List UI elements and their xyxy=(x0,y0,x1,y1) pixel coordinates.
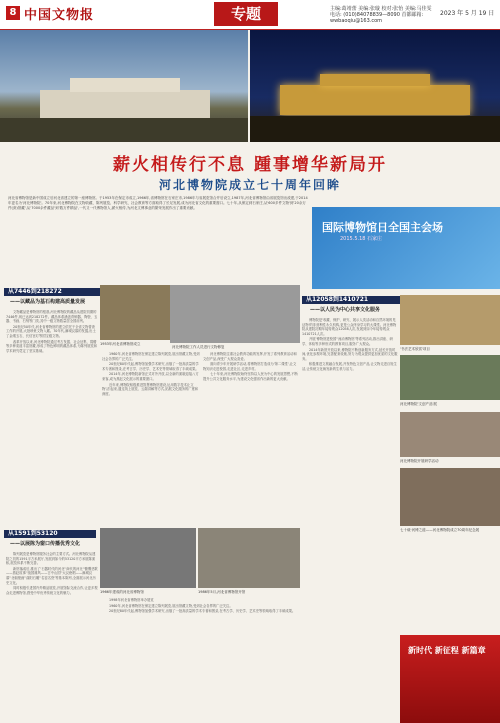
caption-1: 1953年河北省博物馆成立 xyxy=(100,342,141,346)
paragraph: 开展'博物馆进校园''流动博物馆'等系列活动,推出讲座、研学、体验等多种形式的教育项目,服务广大观众。 xyxy=(302,337,393,346)
subhead-1: ——以藏品为基石构建高质量发展 xyxy=(10,299,86,305)
photo-calligraphy xyxy=(400,295,500,345)
lit-roof xyxy=(320,74,430,86)
photo-study-tour xyxy=(400,412,500,457)
editor-info xyxy=(330,6,450,24)
photo-restoration xyxy=(170,285,300,343)
caption-6: 河北博物院'文创产品'展 xyxy=(400,402,437,406)
stripe-text: 从12058到1410721 xyxy=(306,296,369,303)
caption-5: '书法艺术欣赏'项目 xyxy=(400,347,430,351)
paragraph: 同时积极引进国内外精品展览,开展馆际交流合作,让更多观众走进博物馆,感受中华优秀传统文化的魅力。 xyxy=(6,586,98,595)
subhead-3: ——以人民为中心共享文化服务 xyxy=(310,307,381,313)
section-stripe-1 xyxy=(4,288,100,296)
paragraph: 2014年,河北博物院新馆正式对外开放,以全新的面貌迎接八方来客,成为燕赵文化展示的重要窗口。 xyxy=(102,372,199,381)
paragraph: 改革开放以来,河北博物院通过考古发掘、社会征集、捐赠等多种渠道丰富馆藏,形成了特色鲜明的藏品体系,为陈列展览和学术研究奠定了坚实基础。 xyxy=(6,339,98,353)
headline-sub: 河北博物院成立七十周年回眸 xyxy=(158,178,341,192)
paragraph: 20世纪80年代起,博物馆加强学术研究,出版了一批高质量的学术专著和图录,在考古学、历史学、艺术史等领域取得了丰硕成果。 xyxy=(109,609,296,614)
museum-day-banner xyxy=(312,207,500,289)
column-2-text xyxy=(102,352,200,527)
paragraph: 积极推进文旅融合发展,开发特色文创产品,让文物走进百姓生活,让传统文化焕发新的生机与活力。 xyxy=(302,362,397,371)
editor-line: 主编:葛靖蕾 美编:张璇 校对:张怡 美编:马佳雯 xyxy=(330,6,432,12)
paragraph: 陈列展览是博物馆服务社会的主要方式。河北博物院从建院之初的1591平方米展厅,发展到如今的53120平方米展陈面积,展览体系不断完善。 xyxy=(6,552,96,566)
building-body xyxy=(40,90,210,120)
paragraph: 博物院是'收藏、保护、研究、展示人类活动和自然环境的见证物'的非营利性永久机构,更是公众终身学习的大课堂。河北博物院从建院初期年接待观众12058人次,发展到如今年接待观众1410721人次。 xyxy=(302,318,397,336)
lit-building xyxy=(280,85,470,115)
banner-text: 新时代 新征程 新篇章 xyxy=(408,645,486,655)
column-5-text xyxy=(302,318,398,630)
photo-1953 xyxy=(100,285,170,340)
contact-line: 电话: (010)84078839—8090 首都邮箱: wwbaoqiu@163.com xyxy=(330,12,424,24)
foreground xyxy=(0,118,248,142)
paragraph: 近年来,博物院积极推进智慧博物馆建设,运用数字技术让文物'活'起来,通过线上展览、云端讲解等方式,拓展文化服务的广度和深度。 xyxy=(102,382,199,396)
paragraph: 20世纪80年代起,博物馆加强学术研究,出版了一批高质量的学术专著和图录,在考古学、历史学、艺术史等领域取得了丰硕成果。 xyxy=(102,362,199,371)
stripe-text: 从7446到218272 xyxy=(8,288,62,295)
caption-2: 河北博物院工作人员进行文物修复 xyxy=(172,345,225,349)
new-era-banner xyxy=(400,635,500,723)
banner-subtitle: 2015.5.18 石家庄 xyxy=(340,236,383,242)
masthead: 中国文物报 xyxy=(24,8,95,23)
column-1-text xyxy=(6,310,98,510)
paragraph: 文物藏品是博物馆的根基,河北博物院的藏品从建院初期的7446件,现已达到218272件。藏品体系涵盖青铜器、陶瓷、玉器、书画、石刻等门类,其中一级文物数量居全国前列。 xyxy=(6,310,98,324)
column-4-text xyxy=(102,598,298,720)
stripe-text: 从1591到53120 xyxy=(8,530,58,537)
subhead-2: ——以展陈为窗口传播优秀文化 xyxy=(10,541,81,547)
caption-3: 1966年建成的河北省博物馆 xyxy=(100,590,144,594)
paragraph: 面向青少年开展研学活动,将博物馆打造成为'第二课堂',让文物知识走进校园,走进社区,走进乡村。 xyxy=(203,362,297,371)
plaza xyxy=(250,116,500,142)
paragraph: 七十年来,河北博物院始终坚持以人民为中心的发展思想,不断提升公共文化服务水平,为建设文化强省作出新的更大贡献。 xyxy=(203,372,298,381)
caption-text: 1998年河北省博物馆举办展览 xyxy=(109,598,154,602)
column-3-text xyxy=(203,352,299,527)
photo-1986 xyxy=(198,528,300,588)
banner-title: 国际博物馆日全国主会场 xyxy=(322,221,443,234)
caption-7: 河北博物院开展研学活动 xyxy=(400,459,439,463)
paragraph: 1960年,河北省博物馆在保定建立陈列展览,展出馆藏文物,受到社会各界的广泛关注。 xyxy=(102,352,200,361)
paragraph: 河北博物院注重社会教育功能的发挥,开发了系列教育活动和文创产品,深受广大观众喜爱。 xyxy=(203,352,297,361)
section-stripe-2 xyxy=(4,530,96,538)
caption-4: 1986年5月,河北省博物馆开馆 xyxy=(198,590,246,594)
section-label: 专题 xyxy=(214,2,278,26)
paragraph: 20世纪50年代,河北省博物馆的建立依托于全省文物普查工作的开展,大批珍贵文物入藏。70年代,满城汉墓的发掘,出土了金缕玉衣、长信宫灯等国宝级文物。 xyxy=(6,324,96,338)
column-1b-text xyxy=(6,552,98,720)
photo-1966 xyxy=(100,528,196,588)
issue-date: 2023 年 5 月 19 日 xyxy=(440,10,495,17)
paragraph: 2014年新馆开放以来,博物院不断创新服务方式,延长开放时间,优化参观环境,完善配套设施,努力为观众提供更加优质的文化服务。 xyxy=(302,347,398,361)
paragraph: 1960年,河北省博物馆在保定建立陈列展览,展出馆藏文物,受到社会各界的广泛关注。 xyxy=(109,603,233,608)
photo-old-building xyxy=(0,30,248,142)
headline-main: 薪火相传行不息 踵事增华新局开 xyxy=(113,155,387,175)
lead-paragraph: 河北省博物馆是新中国成立后河北省建立的第一座博物馆。于1953年在保定市成立,1966年,省博物馆在石家庄市,1986年与省展览馆合并后设立,1987年,河北省博物馆由省展览馆出改建,于2014年更名为'河北博物院'。70年来,河北博物院在文物收藏、陈列展览、科学研究、社会教育等方面取得了长足发展,成为河北省文化的重要窗口。七十年,从保定到石家庄,从'600多件文物'到'20余万件(套)馆藏',从'7000余件藏品'到'数万件精品',一代又一代博物馆人,薪火相传,为河北文博事业的繁荣发展作出了重要贡献。 xyxy=(8,196,308,210)
caption-8: 七十载·河博之道——河北博物院成立70周年纪念展 xyxy=(400,528,480,532)
photo-cultural-products xyxy=(400,355,500,400)
photo-anniversary-exhibit xyxy=(400,468,500,526)
photo-new-building-night xyxy=(250,30,500,142)
paragraph: 新馆落成后,推出了'石器时代的河北''商代的河北''慷慨悲歌——燕赵故事''战国雄风——古中山国''大汉绝唱——满城汉墓''北朝壁画''曲阳石雕''名窑名瓷'等基本陈列,全面展示河北历史文化。 xyxy=(6,566,98,585)
page-number: 8 xyxy=(6,6,20,20)
building-roof xyxy=(70,78,180,92)
page-header xyxy=(0,0,500,30)
